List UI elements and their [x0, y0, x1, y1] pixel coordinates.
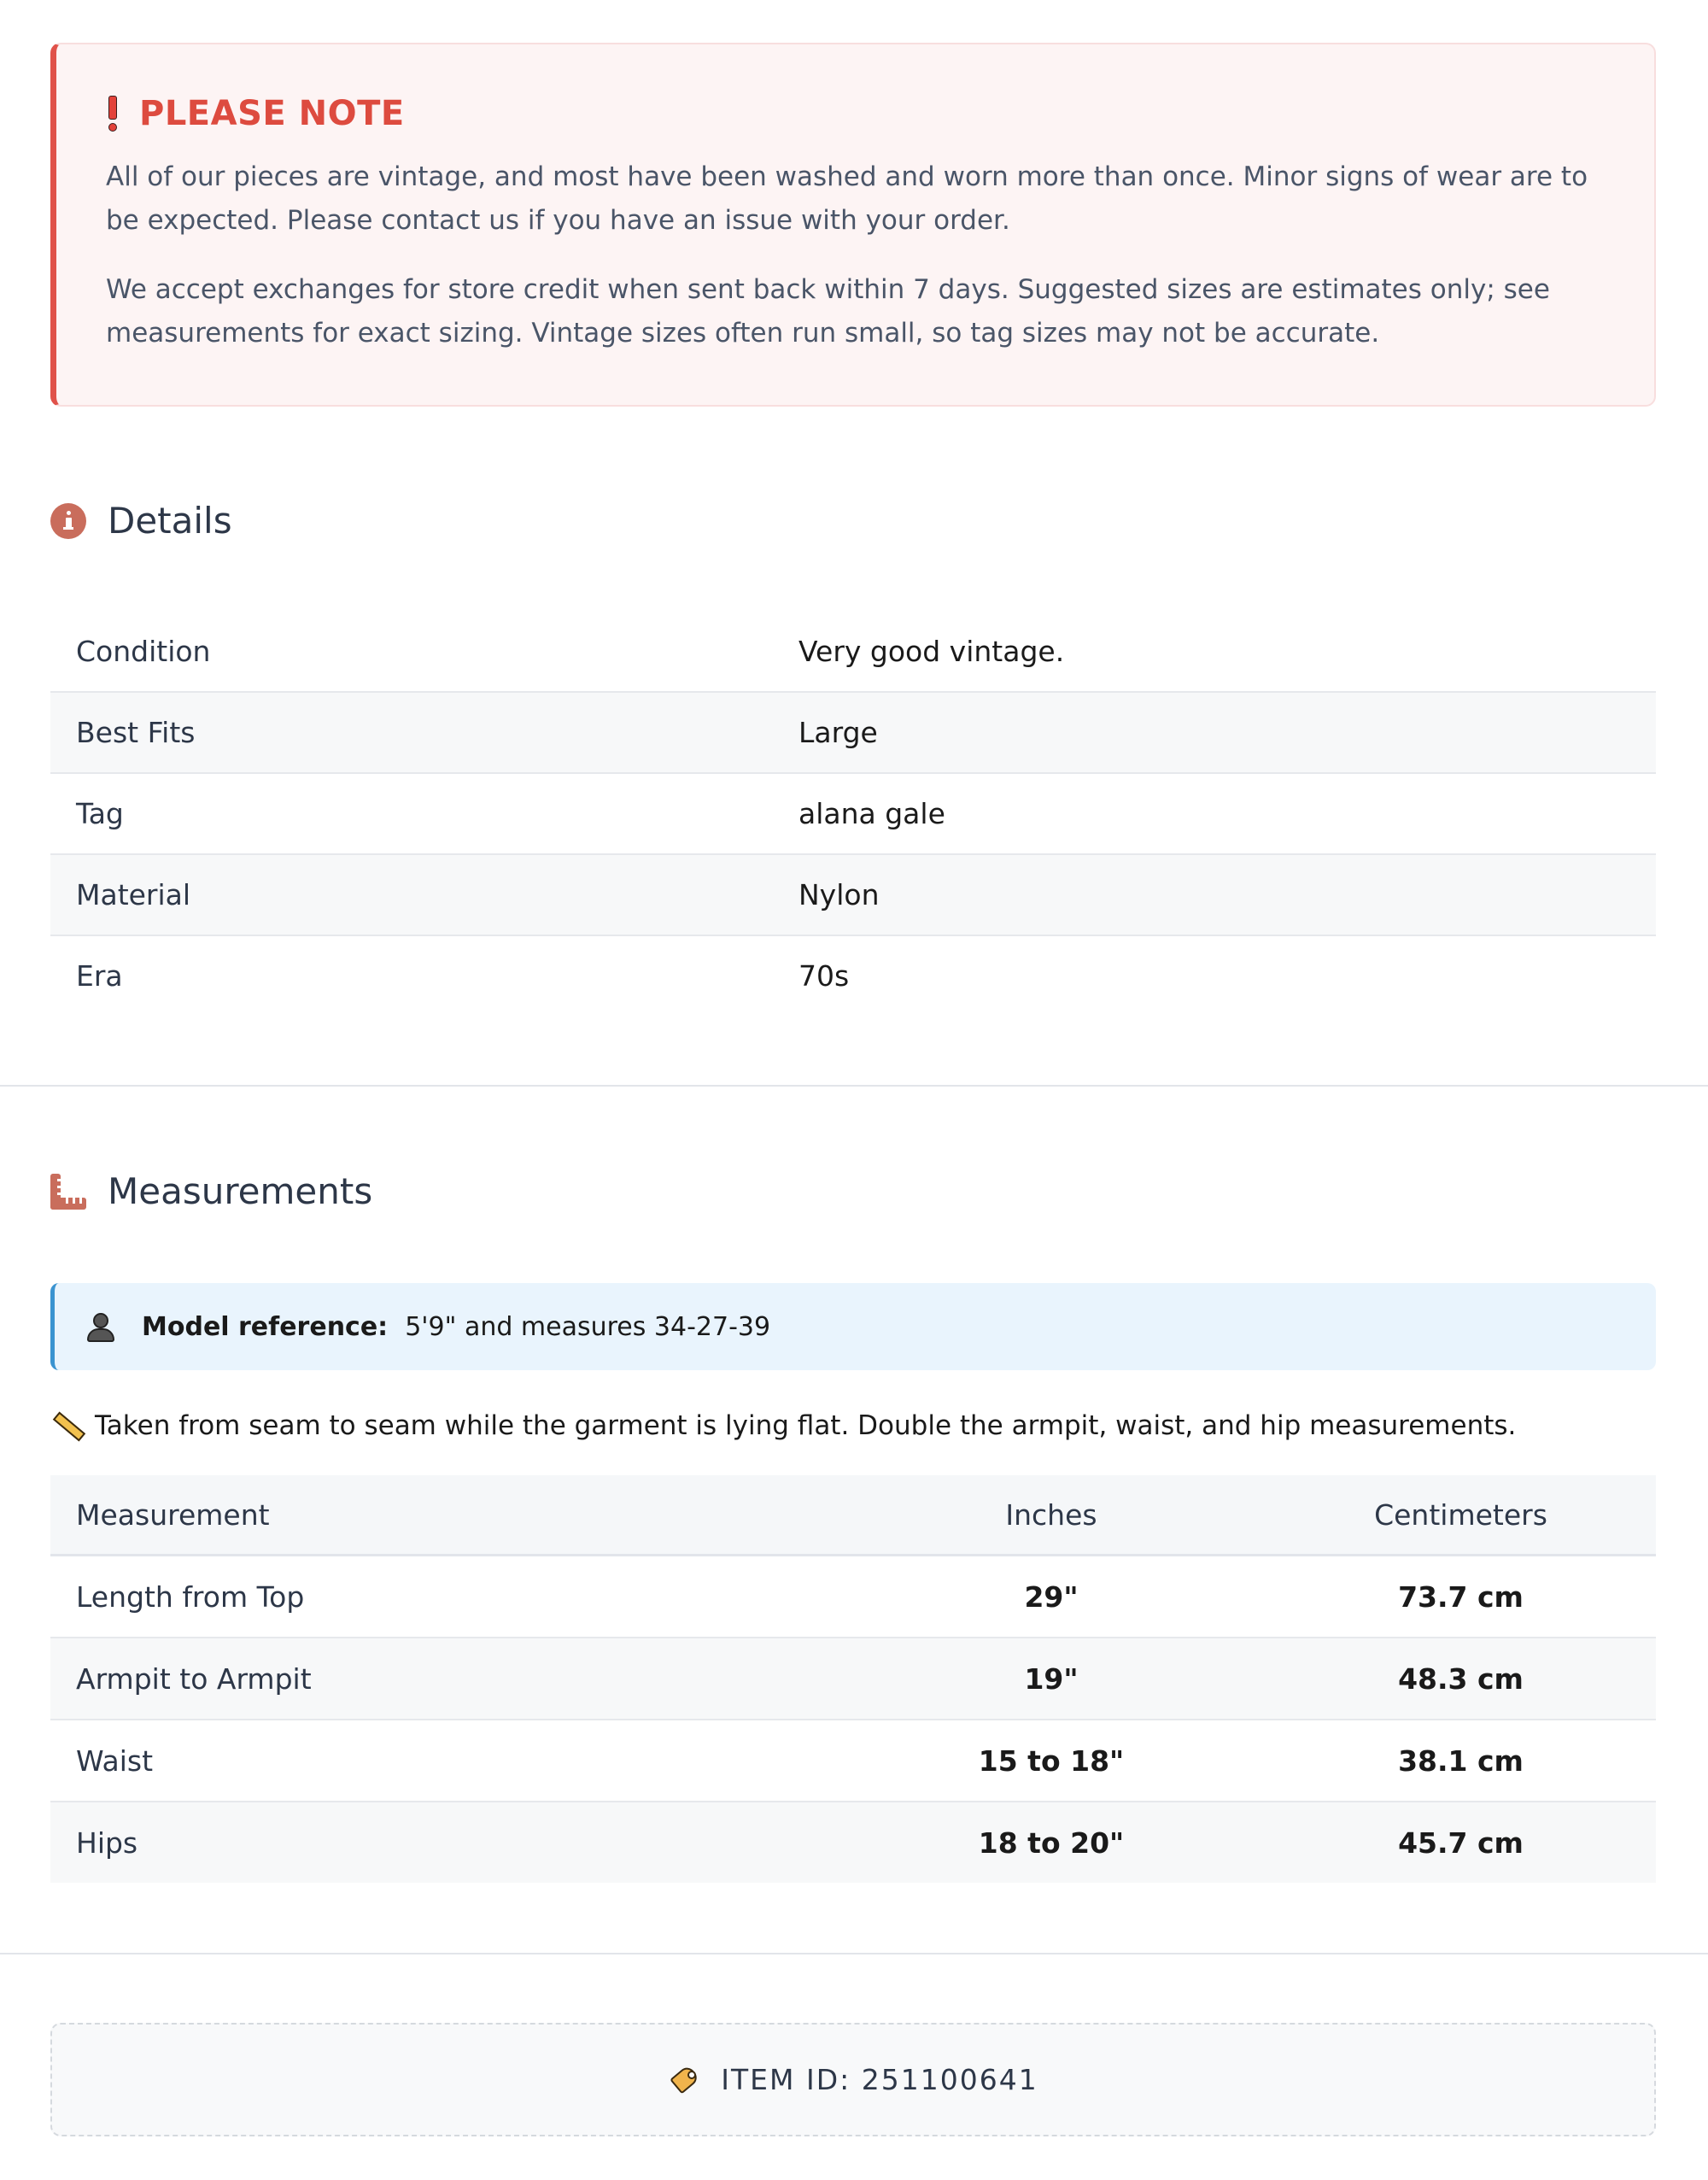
measurements-table — [50, 1475, 1656, 1883]
detail-value: Large — [773, 692, 1656, 773]
table-row — [50, 1720, 1656, 1802]
measurements-heading — [50, 1170, 372, 1212]
model-reference-callout — [50, 1283, 1656, 1370]
measurement-note — [50, 1409, 1516, 1442]
table-row — [50, 773, 1656, 854]
detail-value: Very good vintage. — [773, 612, 1656, 692]
measurement-cm: 73.7 cm — [1266, 1556, 1656, 1638]
table-row — [50, 1802, 1656, 1883]
measurement-name: Waist — [50, 1720, 837, 1802]
column-header-centimeters: Centimeters — [1266, 1475, 1656, 1556]
please-note-box — [50, 43, 1656, 407]
measurements-title: Measurements — [108, 1170, 373, 1212]
details-heading — [50, 500, 232, 542]
table-row — [50, 1556, 1656, 1638]
measurement-name: Length from Top — [50, 1556, 837, 1638]
measurement-inches: 18 to 20" — [837, 1802, 1266, 1883]
detail-value: Nylon — [773, 854, 1656, 935]
please-note-header — [106, 91, 1605, 137]
section-divider — [0, 1953, 1708, 1954]
please-note-title: PLEASE NOTE — [139, 94, 405, 133]
table-row — [50, 1638, 1656, 1720]
detail-label: Tag — [50, 773, 773, 854]
detail-value: alana gale — [773, 773, 1656, 854]
details-title: Details — [108, 500, 232, 542]
table-header-row — [50, 1475, 1656, 1556]
column-header-inches: Inches — [837, 1475, 1266, 1556]
person-icon — [85, 1311, 116, 1342]
measurement-note-text: Taken from seam to seam while the garment is lying flat. Double the armpit, waist, and hip measurements. — [95, 1410, 1517, 1441]
table-row — [50, 612, 1656, 692]
section-divider — [0, 1085, 1708, 1087]
measurement-name: Hips — [50, 1802, 837, 1883]
detail-label: Material — [50, 854, 773, 935]
measurement-name: Armpit to Armpit — [50, 1638, 837, 1720]
detail-label: Era — [76, 959, 123, 993]
item-id-box — [50, 2023, 1656, 2136]
detail-label: Condition — [50, 612, 773, 692]
table-row — [50, 935, 1656, 1016]
measurement-cm: 48.3 cm — [1266, 1638, 1656, 1720]
tag-icon — [668, 2063, 702, 2097]
measurement-inches: 29" — [837, 1556, 1266, 1638]
ruler-icon — [50, 1174, 86, 1210]
please-note-paragraph-2: We accept exchanges for store credit when sent back within 7 days. Suggested sizes are estimates only; see measurements for exact sizing. Vintage sizes often run small, so tag sizes may not be accurate. — [106, 274, 1550, 349]
please-note-paragraph-1: All of our pieces are vintage, and most have been washed and worn more than once. Minor signs of wear are to be expected. Please contact us if you have an issue with your order. — [106, 161, 1588, 236]
measurement-cm: 38.1 cm — [1266, 1720, 1656, 1802]
table-row — [50, 854, 1656, 935]
model-reference-label: Model reference: — [142, 1311, 389, 1342]
item-id-text: ITEM ID: 251100641 — [721, 2063, 1038, 2096]
model-reference-value: 5'9" and measures 34-27-39 — [405, 1311, 771, 1342]
details-table — [50, 612, 1656, 1016]
column-header-measurement: Measurement — [50, 1475, 837, 1556]
measurement-inches: 19" — [837, 1638, 1266, 1720]
info-icon — [50, 503, 86, 539]
pencil-icon — [50, 1409, 83, 1442]
measurement-cm: 45.7 cm — [1266, 1802, 1656, 1883]
detail-label: Best Fits — [50, 692, 773, 773]
exclamation-icon — [107, 96, 119, 132]
detail-value: 70s — [798, 959, 850, 993]
measurement-inches: 15 to 18" — [837, 1720, 1266, 1802]
table-row — [50, 692, 1656, 773]
